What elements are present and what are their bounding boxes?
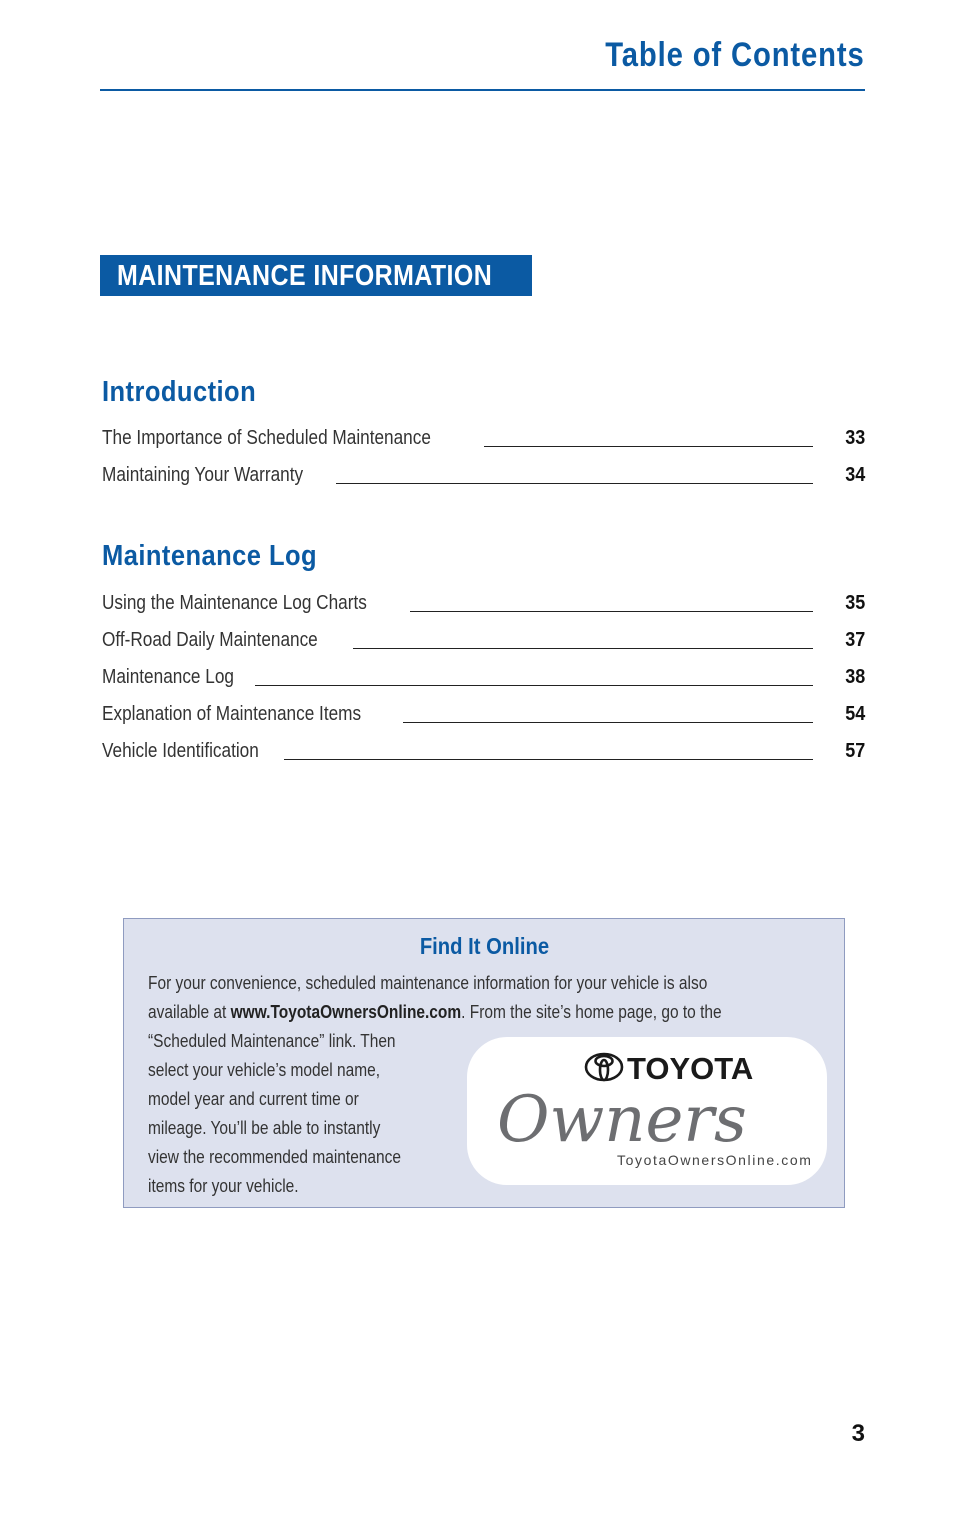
toc-entry[interactable]: [102, 626, 865, 652]
toc-leader-line: [410, 611, 813, 612]
toc-leader-line: [255, 685, 813, 686]
page-title: Table of Contents: [605, 36, 865, 74]
toc-leader-line: [484, 446, 813, 447]
toc-leader-line: [336, 483, 813, 484]
toyota-owners-logo-graphic: [467, 1037, 827, 1185]
toc-entry-page: 57: [845, 740, 866, 762]
toc-leader-line: [403, 722, 813, 723]
toc-entry-page: 35: [845, 592, 866, 614]
online-box-title: Find It Online: [419, 933, 549, 959]
toyota-wordmark: TOYOTA: [627, 1051, 754, 1086]
toc-entry[interactable]: [102, 461, 865, 487]
online-box-line: view the recommended maintenance: [148, 1147, 401, 1167]
toc-entry-label: Off-Road Daily Maintenance: [102, 629, 318, 651]
toc-entry[interactable]: [102, 589, 865, 615]
online-box-line: For your convenience, scheduled maintenance information for your vehicle is also: [148, 973, 708, 993]
website-link[interactable]: www.ToyotaOwnersOnline.com: [230, 1002, 462, 1022]
online-box-line: “Scheduled Maintenance” link. Then: [148, 1031, 396, 1051]
toc-entry-page: 34: [845, 464, 866, 486]
toc-entry-label: Vehicle Identification: [102, 740, 259, 762]
section-heading-maintenance-log: Maintenance Log: [102, 540, 318, 572]
banner-label: MAINTENANCE INFORMATION: [117, 260, 493, 292]
owners-site-url: ToyotaOwnersOnline.com: [617, 1152, 813, 1168]
title-rule: [100, 89, 865, 91]
toyota-owners-logo[interactable]: [467, 1037, 827, 1185]
online-box-line: [148, 1002, 750, 1023]
toc-leader-line: [353, 648, 813, 649]
toc-entry-label: Maintenance Log: [102, 666, 234, 688]
toc-entry-page: 33: [845, 427, 866, 449]
online-box-line: select your vehicle’s model name,: [148, 1060, 381, 1080]
online-box-line: mileage. You’ll be able to instantly: [148, 1118, 381, 1138]
toc-entry[interactable]: [102, 424, 865, 450]
toc-entry-page: 37: [845, 629, 866, 651]
online-box-line: model year and current time or: [148, 1089, 359, 1109]
online-text-suffix: . From the site’s home page, go to the: [461, 1002, 722, 1022]
toc-leader-line: [284, 759, 813, 760]
section-heading-introduction: Introduction: [102, 376, 257, 408]
owners-script: Owners: [497, 1083, 747, 1157]
toc-entry-label: Maintaining Your Warranty: [102, 464, 304, 486]
toc-entry-label: Using the Maintenance Log Charts: [102, 592, 367, 614]
toc-entry[interactable]: [102, 737, 865, 763]
online-box-line: items for your vehicle.: [148, 1176, 299, 1196]
toc-entry-page: 38: [845, 666, 866, 688]
page-number: 3: [851, 1420, 865, 1447]
section-banner: [100, 255, 532, 296]
online-text-prefix: available at: [148, 1002, 231, 1022]
find-it-online-box: [123, 918, 845, 1208]
toc-entry[interactable]: [102, 663, 865, 689]
toc-entry-label: The Importance of Scheduled Maintenance: [102, 427, 431, 449]
toc-entry[interactable]: [102, 700, 865, 726]
toyota-emblem-icon: [586, 1054, 622, 1080]
toc-entry-label: Explanation of Maintenance Items: [102, 703, 362, 725]
toc-entry-page: 54: [845, 703, 866, 725]
